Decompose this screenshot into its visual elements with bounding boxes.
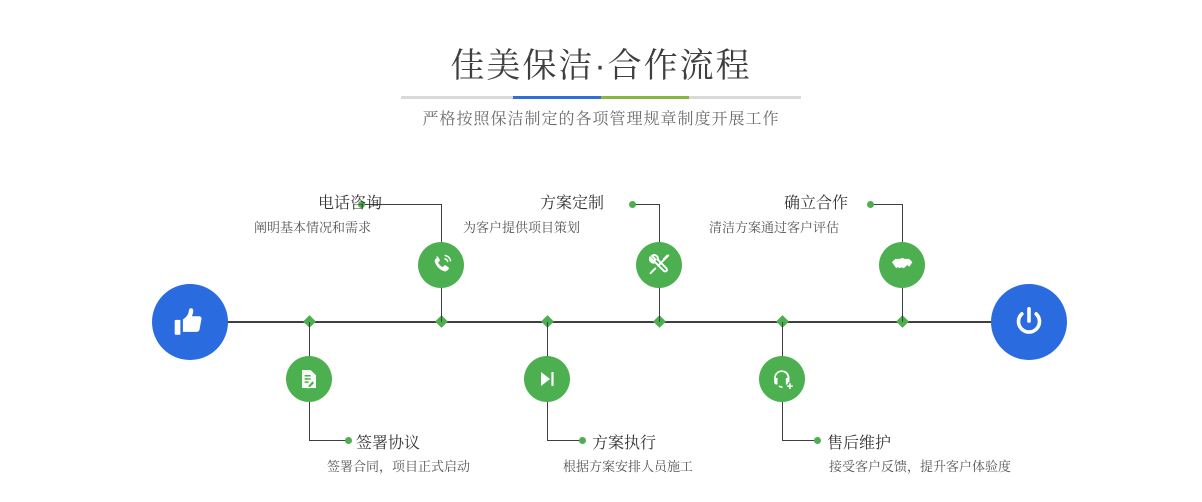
connector-dot xyxy=(814,437,821,444)
step-desc: 清洁方案通过客户评估 xyxy=(709,220,840,235)
title-divider xyxy=(401,96,801,99)
step-desc: 根据方案安排人员施工 xyxy=(563,459,694,474)
start-node xyxy=(152,284,228,360)
step-desc: 签署合同，项目正式启动 xyxy=(327,459,471,474)
step-icon-badge xyxy=(418,242,464,288)
step-desc: 接受客户反馈，提升客户体验度 xyxy=(829,459,1012,474)
step-title: 方案执行 xyxy=(592,435,657,452)
connector-dot xyxy=(867,201,874,208)
step-icon-badge xyxy=(759,356,805,402)
step-icon-badge xyxy=(286,356,332,402)
connector-horizontal xyxy=(309,440,347,441)
connector-horizontal xyxy=(547,440,581,441)
step-title: 确立合作 xyxy=(784,195,849,212)
connector-horizontal xyxy=(782,440,816,441)
connector-dot xyxy=(345,437,352,444)
divider-segment-blue xyxy=(513,96,601,99)
step-title: 方案定制 xyxy=(540,195,605,212)
play-next-icon xyxy=(535,367,559,391)
phone-ring-icon xyxy=(428,252,454,278)
end-node xyxy=(991,284,1067,360)
step-title: 售后维护 xyxy=(827,435,892,452)
document-edit-icon xyxy=(297,367,321,391)
connector-horizontal xyxy=(634,204,659,205)
step-title: 电话咨询 xyxy=(318,195,383,212)
divider-segment-green xyxy=(601,96,689,99)
handshake-icon xyxy=(889,252,915,278)
page-title: 佳美保洁·合作流程 xyxy=(450,47,752,85)
headset-add-icon xyxy=(770,367,795,392)
step-title: 签署协议 xyxy=(356,435,421,452)
thumbs-up-icon xyxy=(173,305,207,339)
step-desc: 阐明基本情况和需求 xyxy=(254,220,372,235)
step-icon-badge xyxy=(636,242,682,288)
tools-icon xyxy=(646,252,672,278)
power-icon xyxy=(1011,304,1047,340)
connector-dot xyxy=(629,201,636,208)
page-subtitle: 严格按照保洁制定的各项管理规章制度开展工作 xyxy=(422,111,780,128)
step-icon-badge xyxy=(879,242,925,288)
step-icon-badge xyxy=(524,356,570,402)
connector-dot xyxy=(579,437,586,444)
connector-horizontal xyxy=(872,204,902,205)
step-desc: 为客户提供项目策划 xyxy=(463,220,581,235)
